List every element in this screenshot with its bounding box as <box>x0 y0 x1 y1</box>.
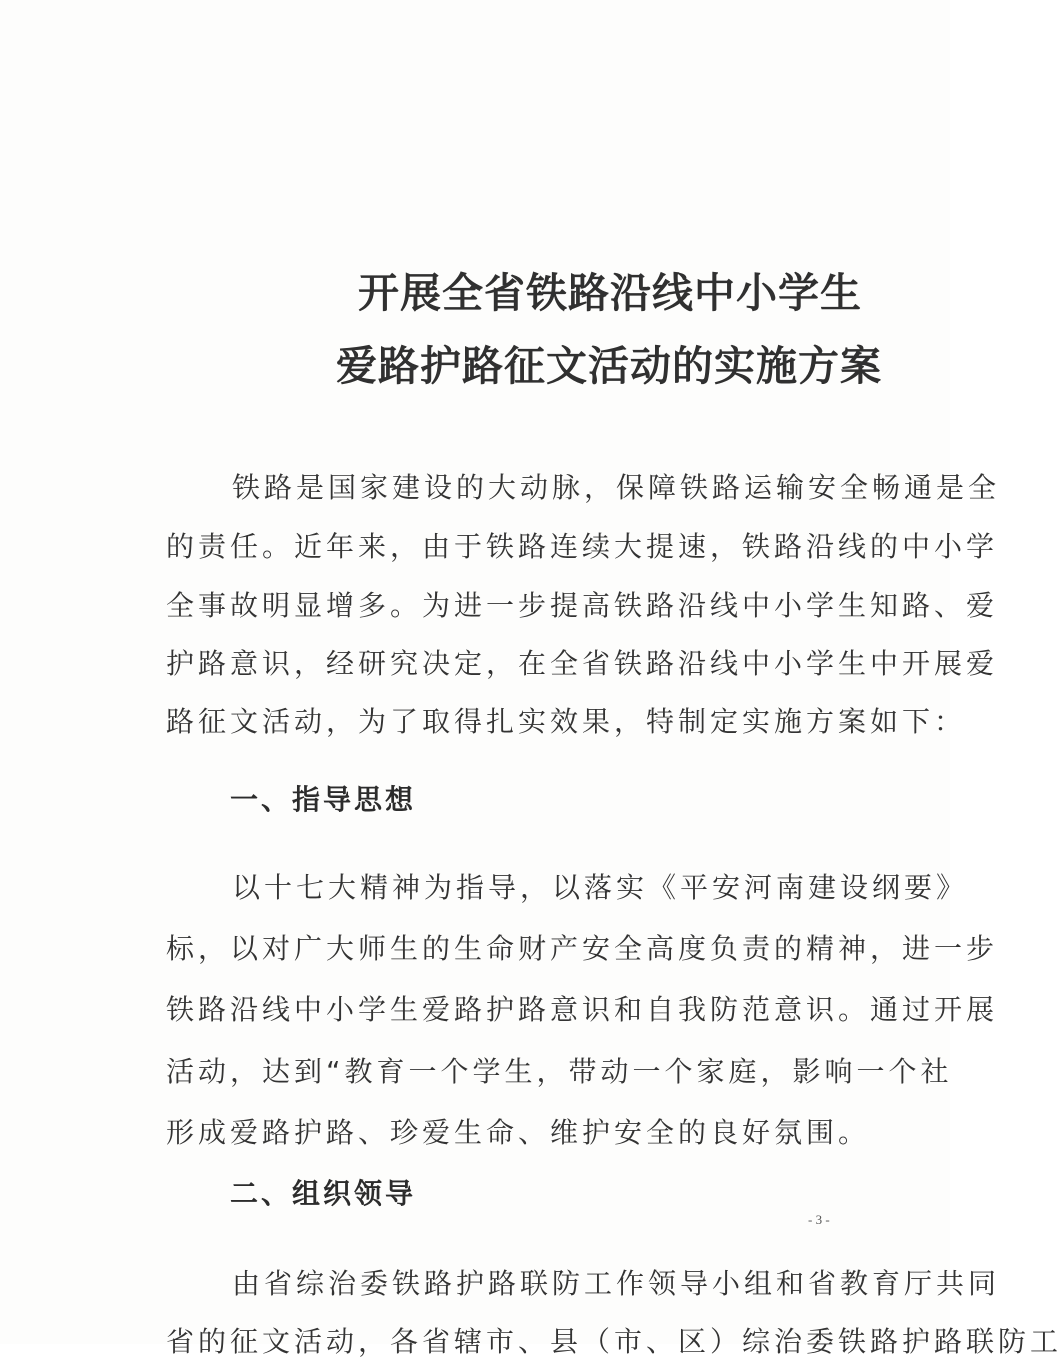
intro-paragraph-line-5: 路征文活动，为了取得扎实效果，特制定实施方案如下： <box>166 705 967 738</box>
section1-line-5: 形成爱路护路、珍爱生命、维护安全的良好氛围。 <box>166 1116 871 1149</box>
section1-line-3: 铁路沿线中小学生爱路护路意识和自我防范意识。通过开展 <box>166 993 999 1026</box>
section1-line-2: 标，以对广大师生的生命财产安全高度负责的精神，进一步 <box>166 932 999 965</box>
section2-line-2: 省的征文活动，各省辖市、县（市、区）综治委铁路护路联防工 <box>166 1325 1062 1358</box>
section1-line-4: 活动，达到“教育一个学生，带动一个家庭，影响一个社 <box>166 1055 953 1088</box>
intro-paragraph-line-3: 全事故明显增多。为进一步提高铁路沿线中小学生知路、爱 <box>166 589 999 622</box>
section1-line-1: 以十七大精神为指导，以落实《平安河南建设纲要》 <box>232 871 969 904</box>
section-heading-organization: 二、组织领导 <box>230 1177 417 1210</box>
document-title-line-1: 开展全省铁路沿线中小学生 <box>358 269 862 317</box>
document-title-line-2: 爱路护路征文活动的实施方案 <box>336 342 882 390</box>
section2-line-1: 由省综治委铁路护路联防工作领导小组和省教育厅共同 <box>232 1267 1001 1300</box>
intro-paragraph-line-4: 护路意识，经研究决定，在全省铁路沿线中小学生中开展爱 <box>166 647 999 680</box>
section-heading-guiding-thought: 一、指导思想 <box>230 783 417 816</box>
intro-paragraph-line-2: 的责任。近年来，由于铁路连续大提速，铁路沿线的中小学 <box>166 530 999 563</box>
page-number: - 3 - <box>808 1212 830 1227</box>
intro-paragraph-line-1: 铁路是国家建设的大动脉，保障铁路运输安全畅通是全 <box>232 471 1001 504</box>
